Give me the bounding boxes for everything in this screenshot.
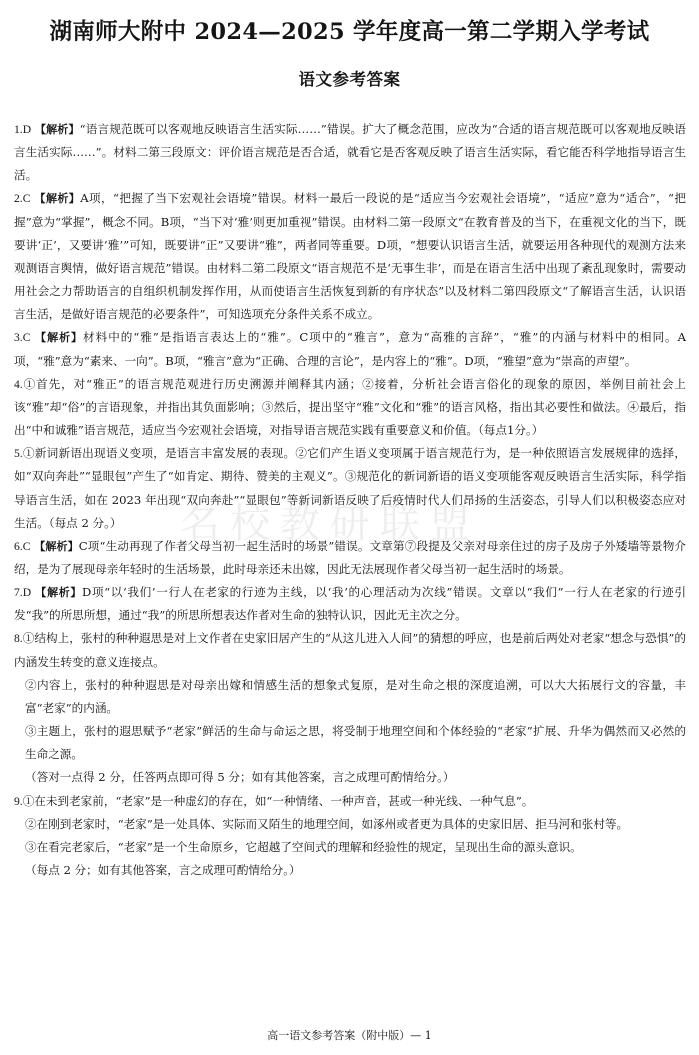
item-number: 4. (14, 377, 23, 391)
q9-scoring-note: （每点 2 分；如有其他答案，言之成理可酌情给分。） (25, 863, 301, 877)
answer-text: “语言规范既可以客观地反映语言生活实际……”错误。扩大了概念范围，应改为“合适的语言规范既可以客观地反映语言生活实际……”。材料二第三段原文：评价语言规范是否合适，就看它是否客观反映了语言生活实际，看它能否科学地指导语言生活。 (14, 122, 687, 183)
answer-item-4 (14, 373, 686, 442)
answer-item-8 (14, 627, 686, 789)
q8-point-3: ③主题上，张村的遐思赋予“老家”鲜活的生命与命运之思，将受制于地理空间和个体经验的“老家”扩展、升华为偶然而又必然的生命之源。 (25, 724, 686, 762)
point-text: ①在未到老家前，“老家”是一种虚幻的存在，如“一种情绪、一种声音，甚或一种光线、一种气息”。 (22, 793, 534, 808)
answer-text: D项“以‘我们’一行人在老家的行迹为主线，以‘我’的心理活动为次线”错误。文章以“我们”一行人在老家的行迹引发“我”的所思所想，通过“我”的所思所想表达作者对生命的独特认识，因此无主次之分。 (14, 585, 687, 623)
page-subtitle: 语文参考答案 (298, 70, 401, 89)
answer-item-7 (14, 581, 686, 627)
answer-text: ①首先，对“雅正”的语言规范观进行历史溯源并阐释其内涵；②接着，分析社会语言俗化的现象的原因，举例目前社会上该“雅”却“俗”的言语现象，并指出其负面影响；③然后，提出坚守“雅”文化和“雅”的语言风格，指出其必要性和做法。④最后，指出“中和诚雅”语言规范，适应当今宏观社会语境，对指导语言规范实践有重要意义和价值。（每点1分。） (14, 376, 686, 438)
answer-item-6 (14, 535, 686, 581)
analysis-tag: 【解析】 (34, 192, 81, 206)
answer-text: ①新词新语出现语义变项，是语言丰富发展的表现。②它们产生语义变项属于语言规范行为，是一种依照语言发展规律的选择，如“双向奔赴”“显眼包”产生了“如肯定、期待、赞美的主观义”。③规范化的新词新语的语义变项能客观反映语言生活实际，科学指导语言生活，如在 2023 年出现“双向奔赴”“显眼包”等新词新语反映了后疫情时代人们昂扬的生活姿态，引导人们以积极姿态应对生活。（每点 2 分。） (14, 446, 686, 530)
answer-item-2 (14, 187, 686, 326)
watermark: 名校教研联盟 (180, 501, 480, 547)
analysis-tag: 【解析】 (34, 539, 79, 553)
analysis-tag: 【解析】 (34, 123, 80, 136)
answer-item-9 (14, 790, 686, 883)
q8-point-1 (14, 627, 686, 673)
answer-text: C项“生动再现了作者父母当初一起生活时的场景”错误。文章第⑦段提及父亲对母亲住过的房子及房子外矮墙等景物介绍，是为了展现母亲年轻时的生活场景，此时母亲还未出嫁，因此无法展现作者父母当初一起生活时的场景。 (14, 538, 687, 576)
item-number: 3.C (14, 331, 31, 345)
item-number: 1.D (14, 123, 32, 136)
q8-scoring-note: （答对一点得 2 分，任答两点即可得 5 分；如有其他答案，言之成理可酌情给分。） (25, 770, 455, 785)
item-number: 7.D (14, 586, 32, 600)
q8-point-2: ②内容上，张村的种种遐思是对母亲出嫁和情感生活的想象式复原，是对生命之根的深度追溯，可以大大拓展行文的容量，丰富“老家”的内涵。 (25, 677, 686, 715)
item-number: 2.C (14, 192, 31, 206)
answer-body (14, 118, 686, 882)
analysis-tag: 【解析】 (35, 331, 84, 345)
answer-item-3 (14, 326, 686, 372)
q9-point-1 (14, 790, 686, 813)
answer-text: A项，“把握了当下宏观社会语境”错误。材料一最后一段说的是“适应当今宏观社会语境”，“适应”意为“适合”，“把握”意为“掌握”，概念不同。B项，“当下对‘雅’则更加重视”错误。由材料二第一段原文“在教育普及的当下，在重视文化的当下，既要讲‘正’，又要讲‘雅’”可知，既要讲“正”又要讲“雅”，两者同等重要。D项，“想要认识语言生活，就要运用各种现代的观测方法来观测语言舆情，做好语言规范”错误。由材料二第二段原文“语言规范不是‘无事生非’，而是在语言生活中出现了紊乱现象时，需要动用社会之力帮助语言的自组织机制发挥作用，从而使语言生活恢复到新的有序状态”以及材料二第四段原文“了解语言生活，认识语言生活，是做好语言规范的必要条件”，可知选项充分条件关系不成立。 (14, 191, 686, 322)
item-number: 5. (14, 447, 23, 461)
item-number: 9. (14, 794, 23, 808)
item-number: 8. (14, 632, 23, 646)
page-title: 湖南师大附中 2024—2025 学年度高一第二学期入学考试 (49, 19, 650, 45)
answer-text: 材料中的“雅”是指语言表达上的“雅”。C项中的“雅言”，意为“高雅的言辞”，“雅”的内涵与材料中的相同。A项，“雅”意为“素来、一向”。B项，“雅言”意为“正确、合理的言论”，是内容上的“雅”。D项，“雅望”意为“崇高的声望”。 (14, 330, 686, 368)
answer-item-5 (14, 442, 686, 535)
analysis-tag: 【解析】 (35, 586, 83, 600)
answer-item-1 (14, 118, 686, 187)
item-number: 6.C (14, 539, 31, 553)
q9-point-2: ②在刚到老家时，“老家”是一处具体、实际而又陌生的地理空间，如涿州或者更为具体的史家旧居、拒马河和张村等。 (25, 816, 629, 831)
page-footer: 高一语文参考答案（附中版）— 1 (267, 1029, 432, 1042)
point-text: ①结构上，张村的种种遐思是对上文作者在史家旧居产生的“从这儿进入人间”的猜想的呼应，也是前后两处对老家“想念与恐惧”的内涵发生转变的意义连接点。 (14, 631, 686, 669)
q9-point-3: ③在看完老家后，“老家”是一个生命原乡，它超越了空间式的理解和经验性的规定，呈现出生命的源头意识。 (25, 839, 582, 854)
